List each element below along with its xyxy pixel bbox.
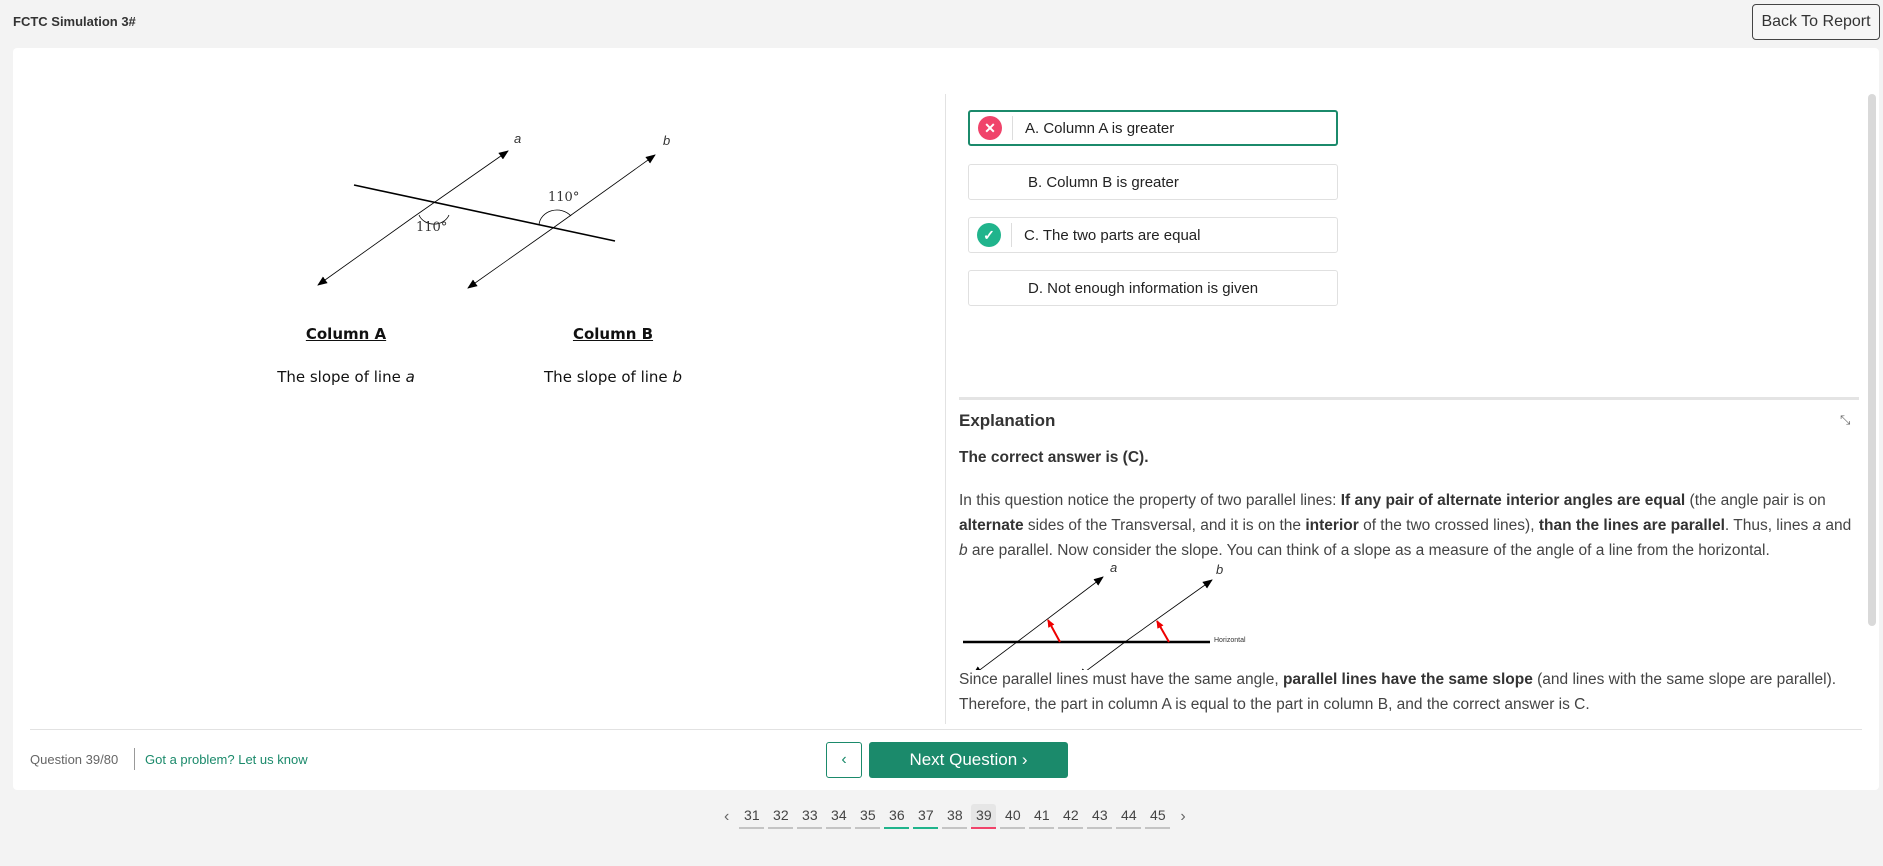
line-b bbox=[1125, 580, 1212, 642]
column-b-heading: Column B bbox=[572, 325, 654, 343]
explanation-paragraph-2 bbox=[959, 667, 1854, 717]
previous-question-button[interactable]: ‹ bbox=[826, 742, 862, 778]
text-run: than the lines are parallel bbox=[1538, 517, 1725, 534]
line-b-lower bbox=[1078, 642, 1125, 670]
page-39[interactable]: 39 bbox=[971, 804, 996, 829]
text-run: interior bbox=[1305, 517, 1359, 534]
text-run: of the two crossed lines), bbox=[1358, 517, 1539, 534]
explanation-divider bbox=[959, 397, 1859, 400]
text-run: and bbox=[1821, 517, 1852, 534]
report-problem-link[interactable]: Got a problem? Let us know bbox=[145, 752, 308, 767]
angle-label-1: 110° bbox=[416, 220, 448, 235]
option-divider bbox=[1012, 116, 1013, 140]
text-run: In this question notice the property of two parallel lines: bbox=[959, 492, 1341, 509]
angle-label-2: 110° bbox=[548, 190, 580, 205]
page-list bbox=[737, 804, 1172, 829]
line-a bbox=[1017, 577, 1103, 642]
check-icon: ✓ bbox=[977, 223, 1001, 247]
column-b-text: The slope of line b bbox=[544, 368, 682, 386]
option-b[interactable] bbox=[968, 164, 1338, 200]
page-44[interactable]: 44 bbox=[1116, 804, 1141, 829]
correct-answer: The correct answer is (C). bbox=[959, 449, 1149, 466]
text-run: a bbox=[1812, 517, 1822, 534]
page-34[interactable]: 34 bbox=[826, 804, 851, 829]
page-40[interactable]: 40 bbox=[1000, 804, 1025, 829]
text-run: Since parallel lines must have the same angle, bbox=[959, 671, 1283, 688]
footer-separator bbox=[134, 748, 135, 770]
wrong-icon: ✕ bbox=[978, 116, 1002, 140]
app-title: FCTC Simulation 3# bbox=[13, 14, 136, 29]
expand-icon[interactable]: ⤡ bbox=[1840, 412, 1851, 427]
fig-label-b: b bbox=[1216, 562, 1224, 577]
explanation-heading: Explanation bbox=[959, 411, 1056, 430]
back-to-report-button[interactable]: Back To Report bbox=[1752, 4, 1880, 40]
fig-label-a: a bbox=[1110, 560, 1118, 575]
text-run: are parallel. Now consider the slope. You can think of a slope as a measure of the angle of a line from the horizontal. bbox=[967, 542, 1770, 559]
page-43[interactable]: 43 bbox=[1087, 804, 1112, 829]
question-pagination bbox=[716, 804, 1194, 829]
text-run: sides of the Transversal, and it is on the bbox=[1023, 517, 1306, 534]
scrollbar[interactable] bbox=[1868, 94, 1876, 626]
text-run: alternate bbox=[959, 517, 1024, 534]
line-b-lower bbox=[468, 228, 553, 288]
text-run: parallel lines have the same slope bbox=[1282, 671, 1533, 688]
explanation-paragraph-1 bbox=[959, 488, 1854, 563]
chevron-right-icon[interactable]: › bbox=[1180, 807, 1186, 825]
option-a[interactable] bbox=[968, 110, 1338, 146]
text-run: . Thus, lines bbox=[1724, 517, 1813, 534]
fig-label-horizontal: Horizontal bbox=[1214, 637, 1246, 644]
page-38[interactable]: 38 bbox=[942, 804, 967, 829]
line-a-lower bbox=[973, 642, 1017, 670]
option-d[interactable] bbox=[968, 270, 1338, 306]
page-42[interactable]: 42 bbox=[1058, 804, 1083, 829]
chevron-left-icon[interactable]: ‹ bbox=[724, 807, 730, 825]
option-divider bbox=[1011, 223, 1012, 247]
text-run: If any pair of alternate interior angles are equal bbox=[1340, 492, 1686, 509]
page-32[interactable]: 32 bbox=[768, 804, 793, 829]
option-label: B. Column B is greater bbox=[1028, 173, 1179, 191]
footer-divider bbox=[30, 729, 1862, 730]
angle-arrow-a bbox=[1048, 620, 1060, 642]
label-line-b: b bbox=[663, 133, 671, 148]
next-question-button[interactable]: Next Question › bbox=[869, 742, 1068, 778]
option-c[interactable] bbox=[968, 217, 1338, 253]
option-label: C. The two parts are equal bbox=[1024, 226, 1201, 244]
label-line-a: a bbox=[514, 131, 522, 146]
page-36[interactable]: 36 bbox=[884, 804, 909, 829]
page-31[interactable]: 31 bbox=[739, 804, 764, 829]
angle-arc-2 bbox=[539, 210, 571, 225]
page-41[interactable]: 41 bbox=[1029, 804, 1054, 829]
page-45[interactable]: 45 bbox=[1145, 804, 1170, 829]
text-run: (and lines with the same slope are parallel). Therefore, the part in column A is equal to the part in column B, and the correct answer is C. bbox=[959, 671, 1837, 713]
page-37[interactable]: 37 bbox=[913, 804, 938, 829]
question-counter: Question 39/80 bbox=[30, 752, 119, 767]
angle-arrow-b bbox=[1157, 621, 1169, 642]
option-label: D. Not enough information is given bbox=[1028, 279, 1259, 297]
panel-divider bbox=[945, 94, 946, 724]
column-a-text: The slope of line a bbox=[277, 368, 415, 386]
page-33[interactable]: 33 bbox=[797, 804, 822, 829]
option-label: A. Column A is greater bbox=[1025, 119, 1175, 137]
text-run: (the angle pair is on bbox=[1685, 492, 1826, 509]
text-run: b bbox=[959, 542, 968, 559]
line-a-lower bbox=[318, 218, 412, 285]
page-35[interactable]: 35 bbox=[855, 804, 880, 829]
column-a-heading: Column A bbox=[305, 325, 387, 343]
